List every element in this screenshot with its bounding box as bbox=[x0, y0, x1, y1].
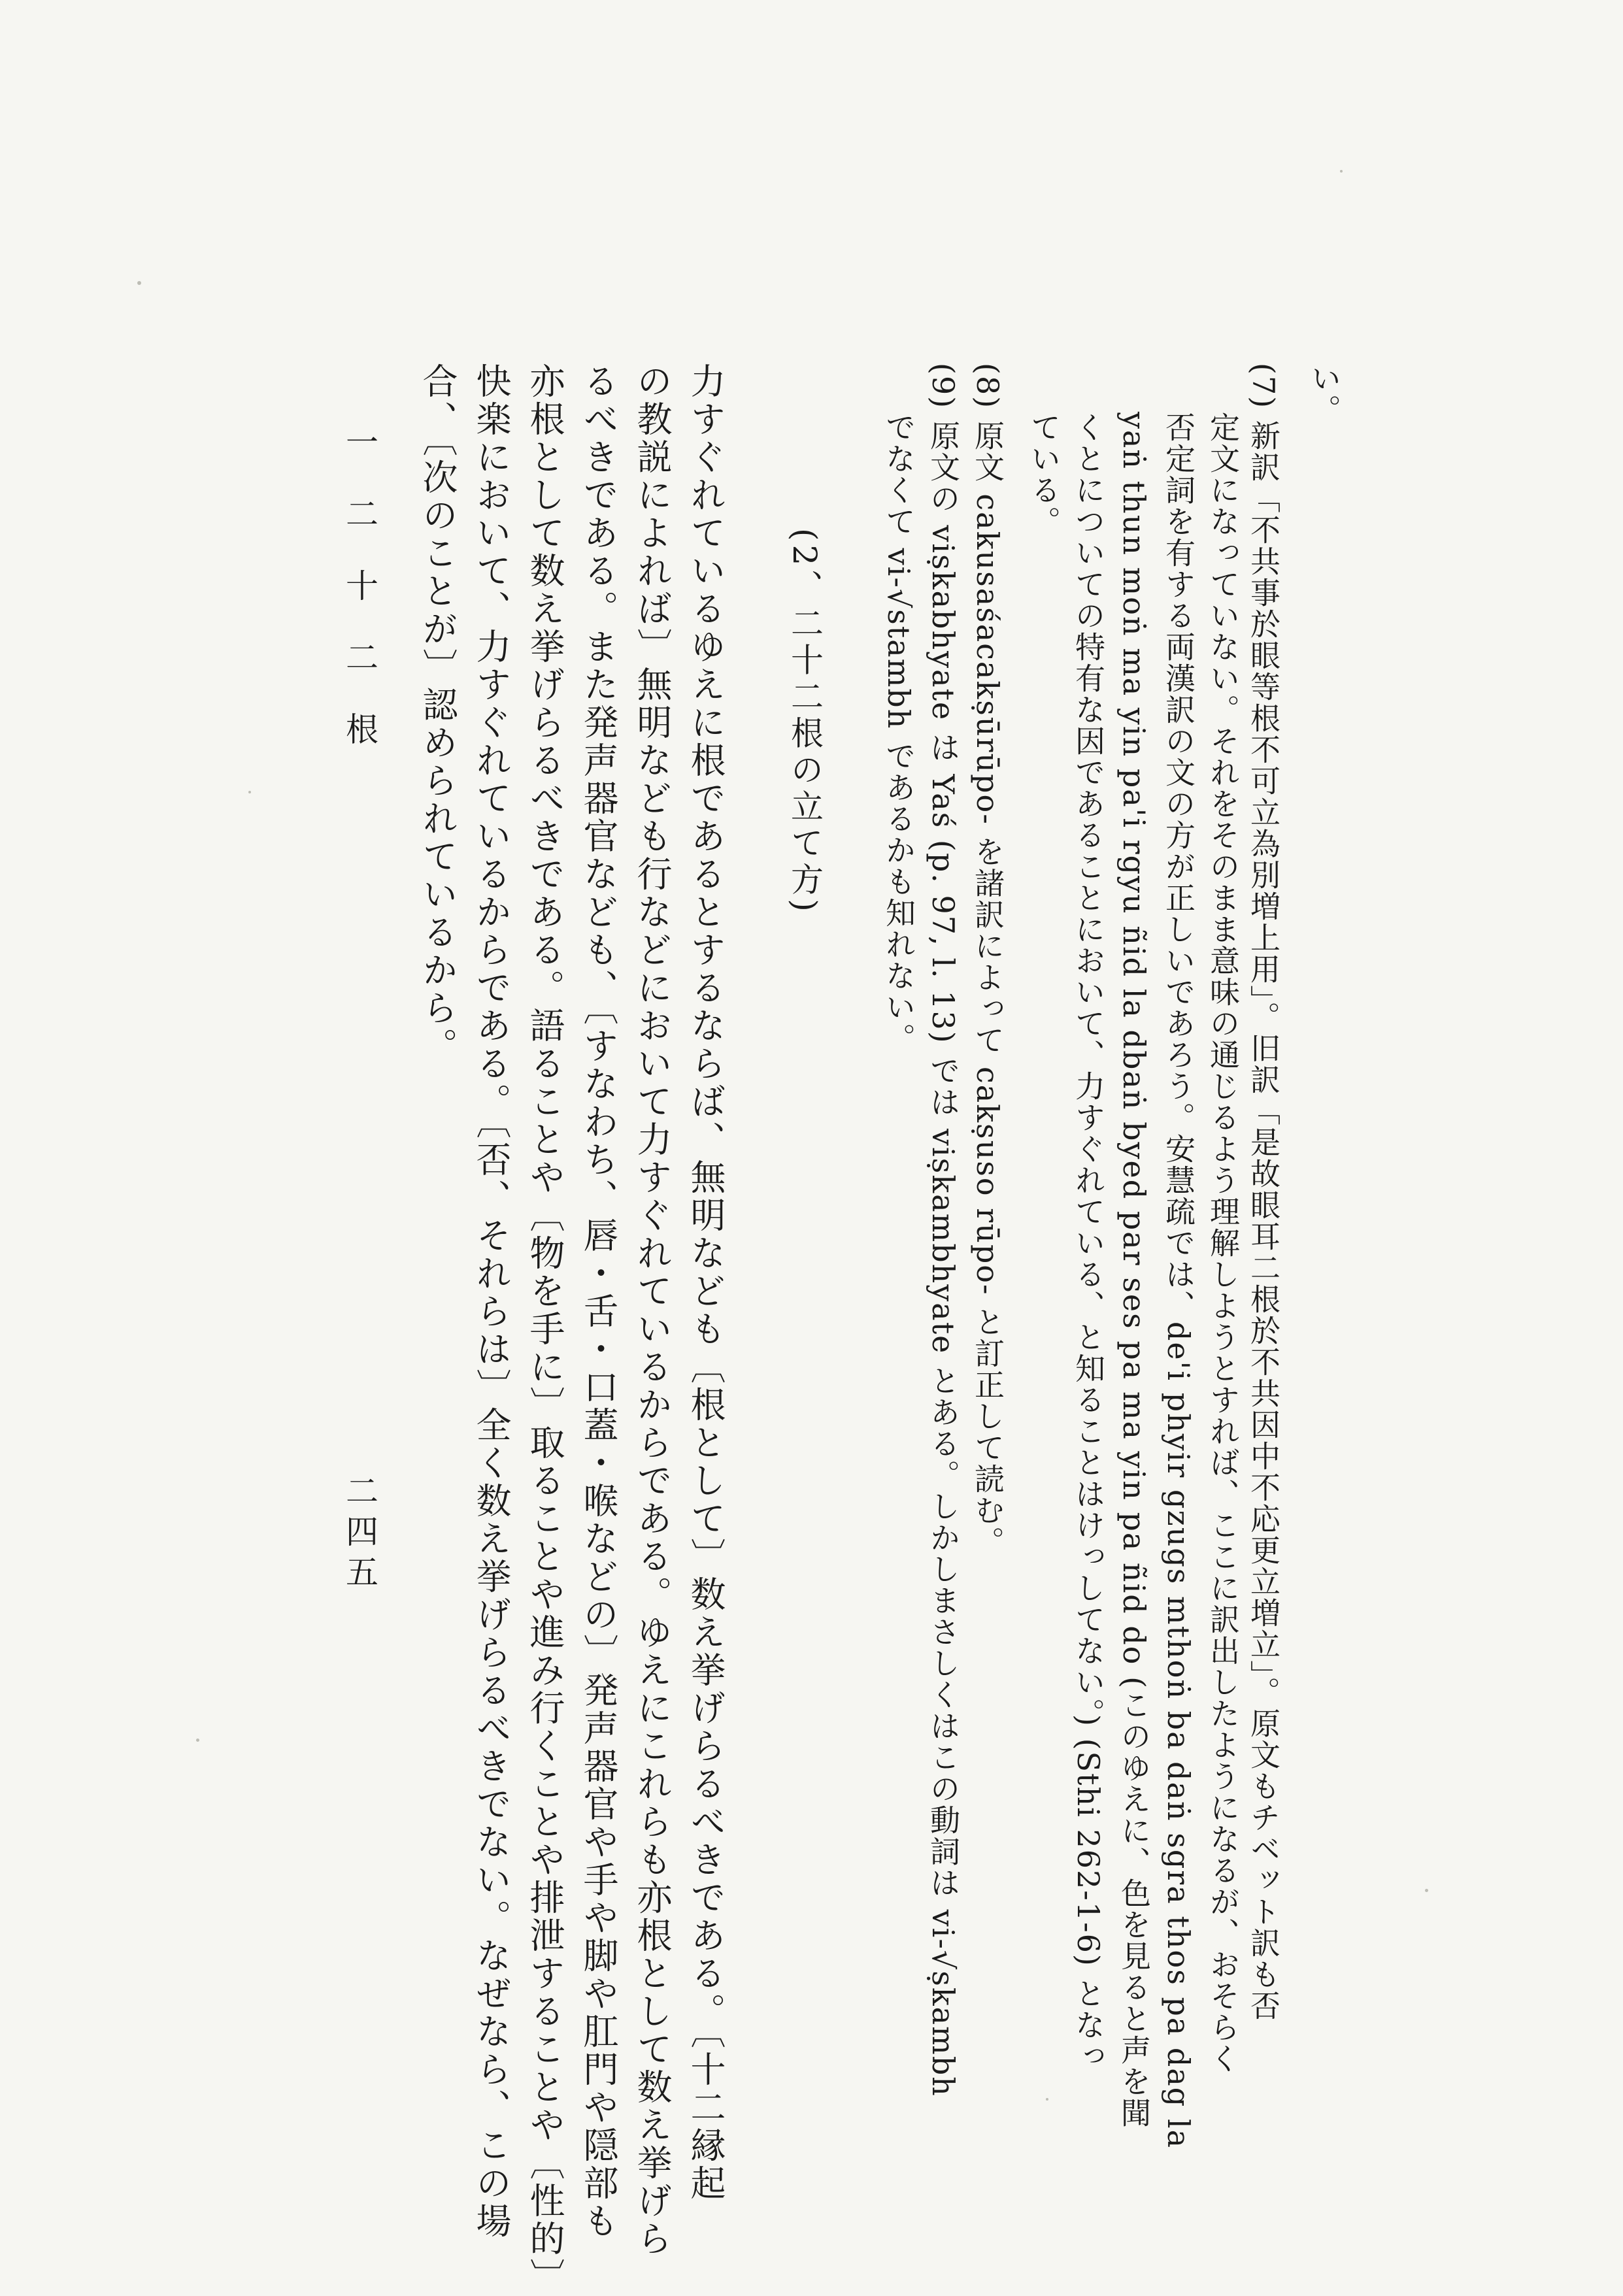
note-line: (9) 原文の viṣkabhyate は Yaś (p. 97, l. 13) では viṣkambhyate とある。しかしまさしくはこの動詞は vi-√ṣkambh bbox=[926, 363, 961, 2097]
body-line: 亦根として数え挙げらるべきである。語ることや〔物を手に〕取ることや進み行くことや排泄することや〔性的〕 bbox=[524, 363, 565, 2296]
running-title: 一 二 十 二 根 bbox=[341, 425, 378, 759]
scan-speck bbox=[196, 1739, 199, 1742]
note-line: yaṅ thun moṅ ma yin pa'i rgyu ñid la dbaṅ byed par ses pa ma yin pa ñid do (このゆえに、色を見ると声を聞 bbox=[1116, 412, 1152, 2129]
scan-speck bbox=[1340, 170, 1343, 173]
body-line: の教説によれば〕無明なども行などにおいて力すぐれているからである。ゆえにこれらも亦根として数え挙げら bbox=[631, 363, 673, 2258]
note-line: くとについての特有な因であることにおいて、力すぐれている、と知ることはけっしてない。) (Sthi 262-1-6) となっ bbox=[1071, 412, 1106, 2072]
note-line: (7) 新訳「不共事於眼等根不可立為別増上用」。旧訳「是故眼耳二根於不共因中不応更立増立」。原文もチベット訳も否 bbox=[1246, 363, 1281, 2021]
scan-speck bbox=[1046, 2098, 1048, 2101]
scan-speck bbox=[248, 791, 251, 793]
note-line: い。 bbox=[1307, 363, 1342, 425]
body-line: 力すぐれているゆえに根であるとするならば、無明なども〔根として〕数え挙げらるべきである。〔十二縁起 bbox=[685, 363, 726, 2203]
body-line: るべきである。また発声器官なども、〔すなわち、唇・舌・口蓋・喉などの〕発声器官や手や脚や肛門や隠部も bbox=[578, 363, 619, 2240]
note-line: ている。 bbox=[1026, 412, 1062, 537]
section-heading: (2、二十二根の立て方) bbox=[786, 528, 824, 916]
scan-speck bbox=[137, 281, 141, 285]
page-number: 二四五 bbox=[341, 1474, 378, 1595]
note-line: (8) 原文 cakusaśacakṣūrūpo- を諸訳によって cakṣuso rūpo- と訂正して読む。 bbox=[970, 363, 1005, 1558]
body-line: 快楽において、力すぐれているからである。〔否、それらは〕全く数え挙げらるべきでない。なぜなら、この場 bbox=[471, 363, 512, 2240]
note-line: 否定詞を有する両漢訳の文の方が正しいであろう。安慧疏では、de'i phyir gzugs mthoṅ ba daṅ sgra thos pa dag la bbox=[1161, 412, 1196, 2149]
note-line: でなくて vi-√stambh であるかも知れない。 bbox=[881, 412, 916, 1055]
body-line: 合、〔次のことが〕認められているから。 bbox=[417, 363, 458, 1065]
scan-speck bbox=[1425, 1889, 1428, 1892]
note-line: 定文になっていない。それをそのまま意味の通じるよう理解しようとすれば、ここに訳出したようになるが、おそらく bbox=[1205, 412, 1241, 2074]
